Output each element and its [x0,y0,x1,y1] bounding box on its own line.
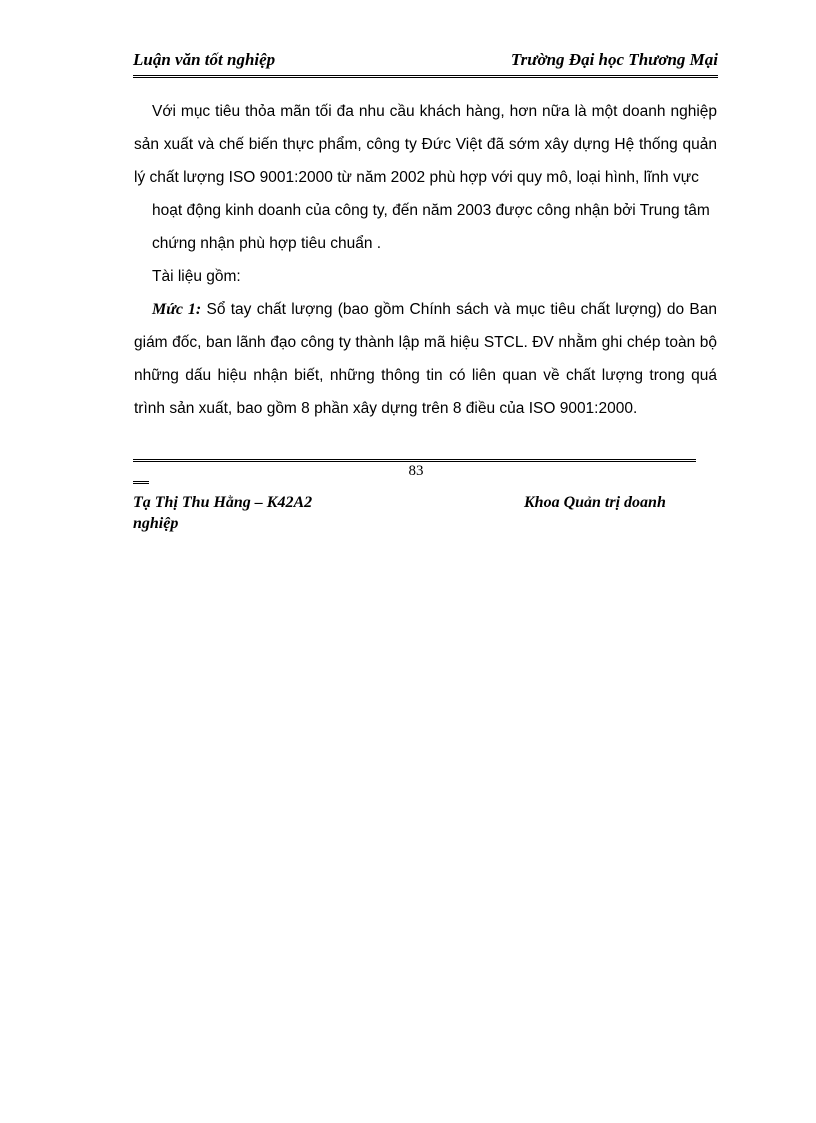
header-university: Trường Đại học Thương Mại [510,50,718,69]
footer-short-divider [133,481,149,484]
footer-faculty-wrap: nghiệp [133,515,179,532]
paragraph-objective-continued: hoạt động kinh doanh của công ty, đến năm 2003 được công nhận bởi Trung tâm chứng nhận phù hợp tiêu chuẩn . [152,202,710,252]
paragraph-documents-intro: Tài liệu gồm: [152,268,241,285]
paragraph-objective: Với mục tiêu thỏa mãn tối đa nhu cầu khách hàng, hơn nữa là một doanh nghiệp sản xuất và chế biến thực phẩm, công ty Đức Việt đã sớm xây dựng Hệ thống quản lý chất lượng ISO 9001:2000 từ năm 2002 phù hợp với quy mô, loại hình, lĩnh vực [134,103,717,186]
footer-faculty: Khoa Quản trị doanh [524,494,666,511]
header-divider [133,75,718,78]
level-1-text: Sổ tay chất lượng (bao gồm Chính sách và mục tiêu chất lượng) do Ban giám đốc, ban lãnh đạo công ty thành lập mã hiệu STCL. ĐV nhằm ghi chép toàn bộ những dấu hiệu nhận biết, những thông tin có liên quan về chất lượng trong quá trình sản xuất, bao gồm 8 phần xây dựng trên 8 điều của ISO 9001:2000. [134,301,717,417]
header-thesis-title: Luận văn tốt nghiệp [133,50,276,69]
level-1-label: Mức 1: [152,301,202,318]
page-header [133,50,718,76]
paragraph-level-1 [134,293,717,425]
footer-author: Tạ Thị Thu Hằng – K42A2 [133,494,313,511]
body-text [134,95,717,425]
page-number: 83 [408,463,424,479]
